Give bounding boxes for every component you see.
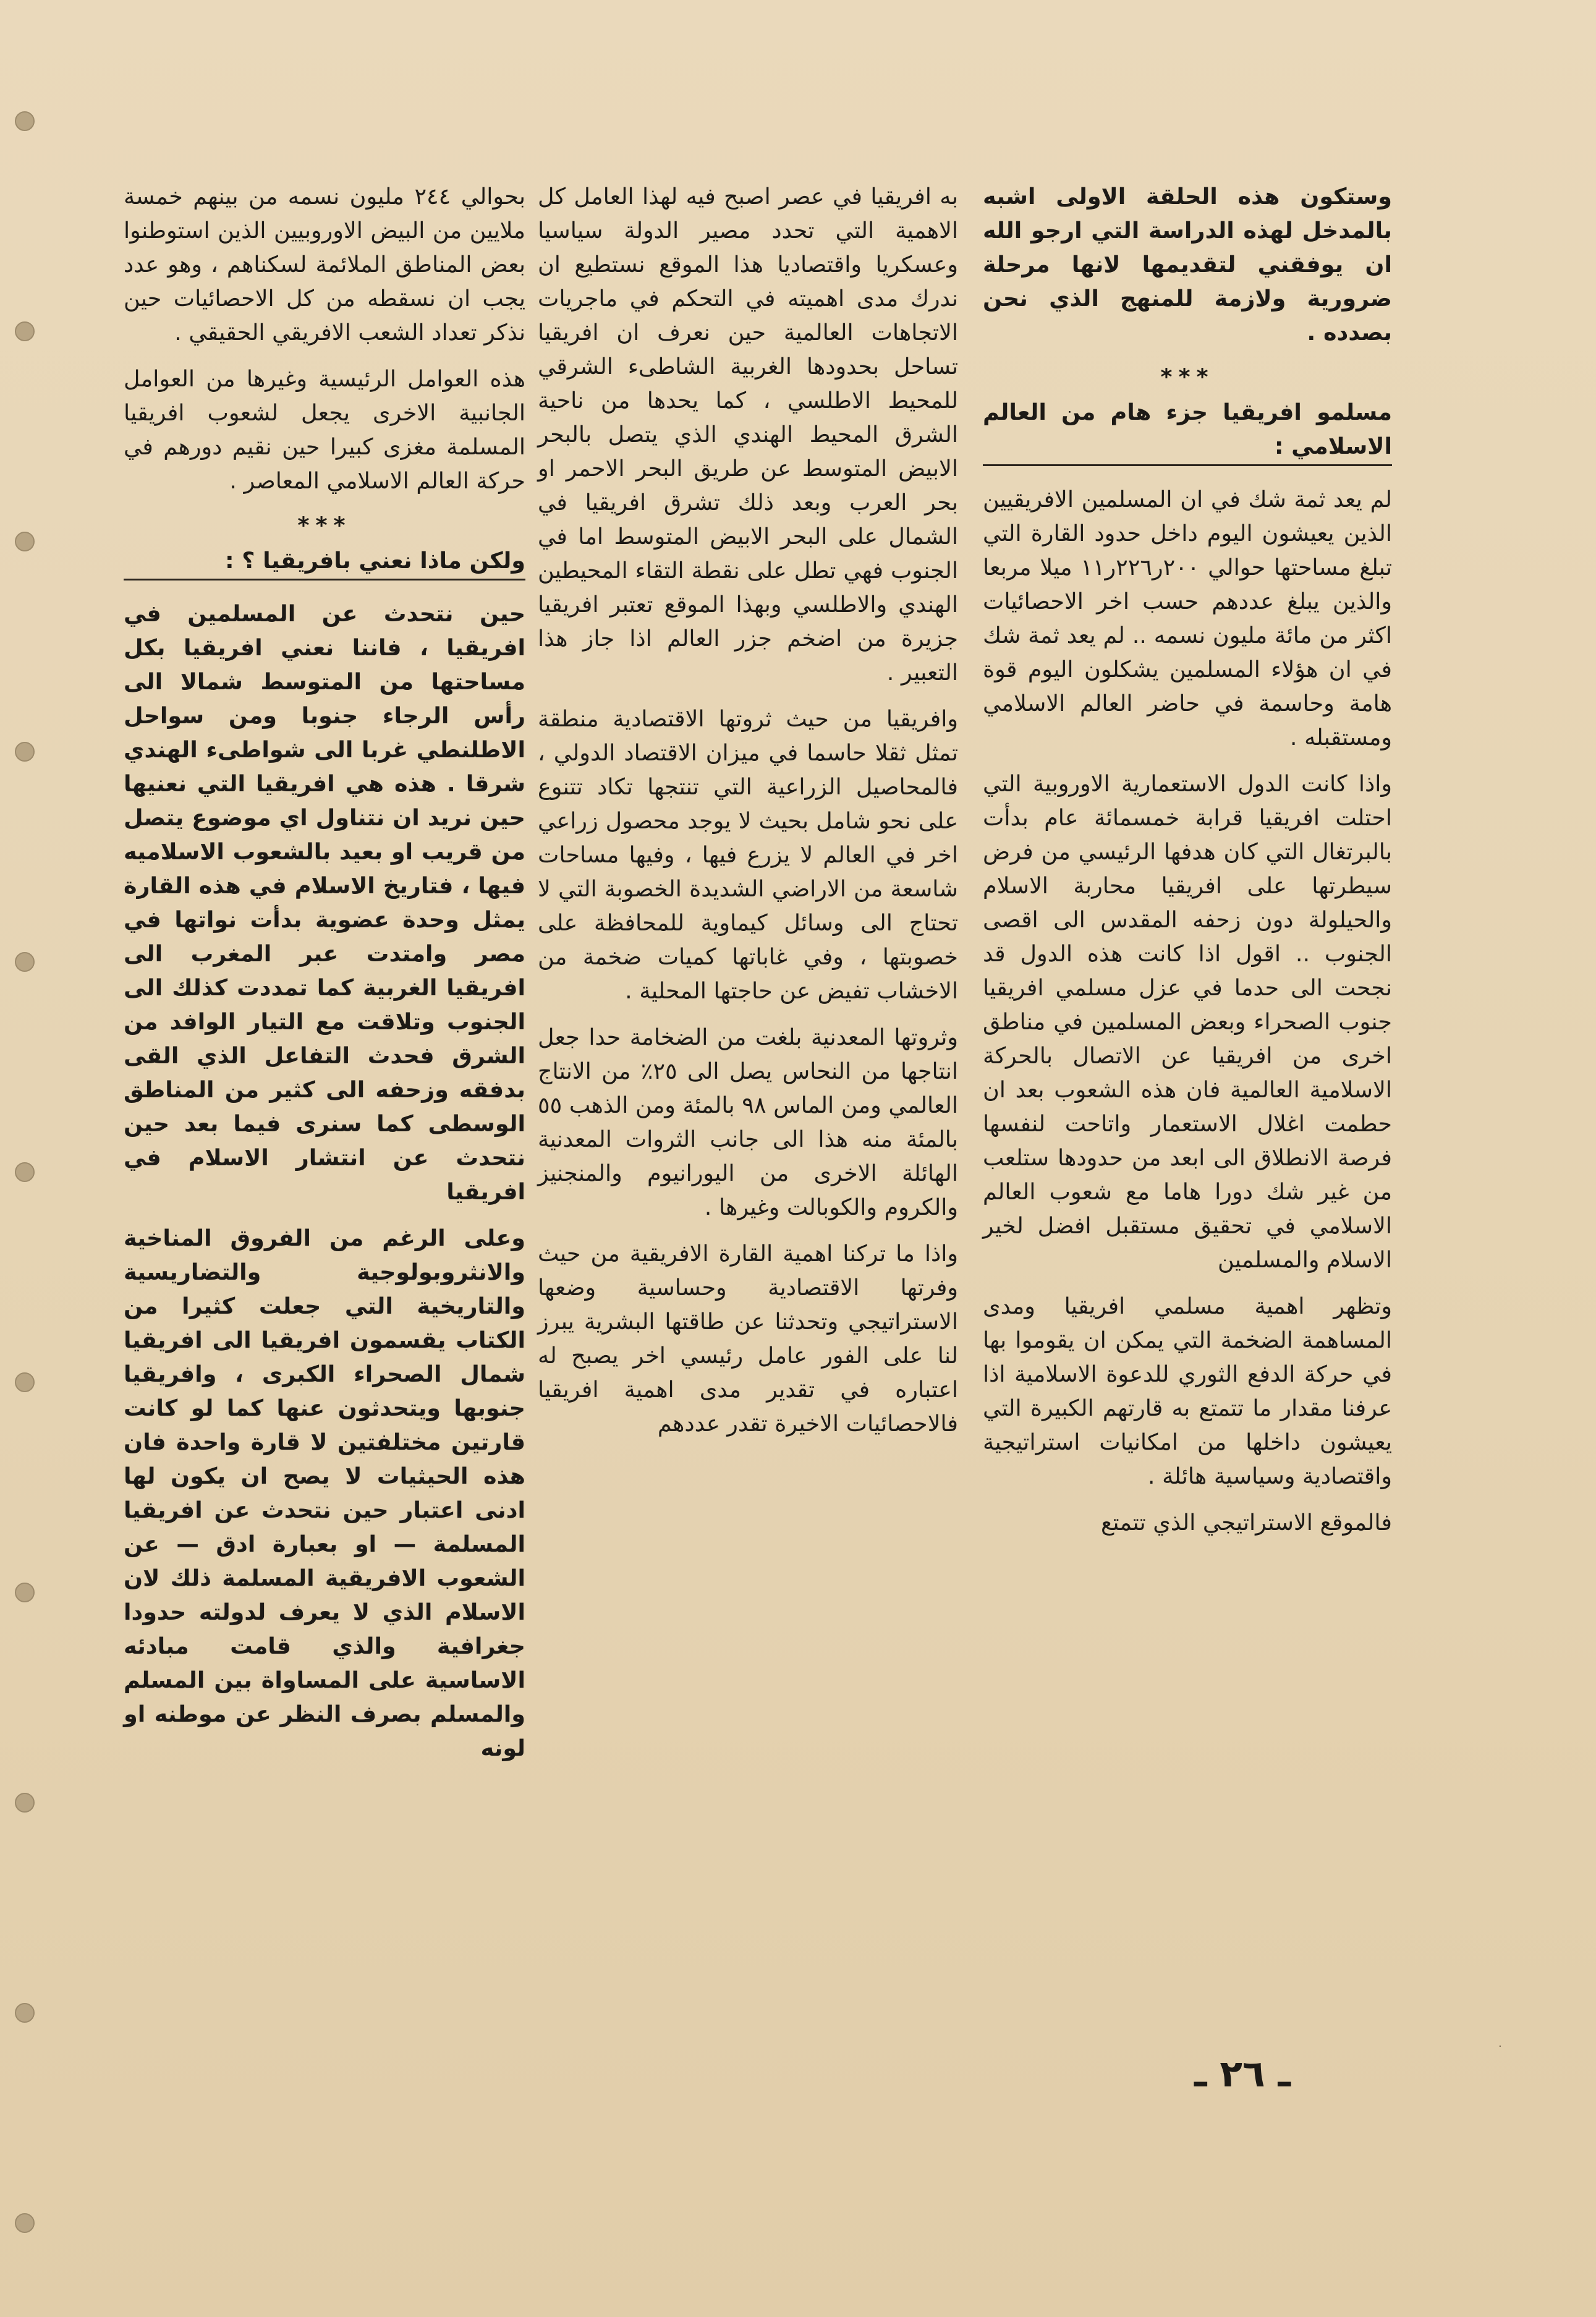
body-paragraph: لم يعد ثمة شك في ان المسلمين الافريقيين الذين يعيشون اليوم داخل حدود القارة التي تبلغ مساحتها حوالي ٢٠٠ر٢٢٦ر١١ ميلا مربعا والذين يبلغ عددهم حسب اخر الاحصائيات اكثر من مائة مليون نسمه .. لم يعد ثمة شك في ان هؤلاء المسلمين يشكلون اليوم قوة هامة وحاسمة في حاضر العالم الاسلامي ومستقبله . [983,486,1392,750]
body-paragraph: واذا ما تركنا اهمية القارة الافريقية من حيث وفرتها الاقتصادية وحساسية وضعها الاستراتيجي وتحدثنا عن طاقتها البشرية يبرز لنا على الفور عامل رئيسي اخر يصبح له اعتباره في تقدير مدى اهمية افريقيا فالاحصائيات الاخيرة تقدر عددهم [538,1240,958,1437]
section-heading: مسلمو افريقيا جزء هام من العالم الاسلامي : [983,399,1392,459]
heading-underline [124,579,525,580]
article-column-left [124,179,525,1777]
body-paragraph: وافريقيا من حيث ثروتها الاقتصادية منطقة تمثل ثقلا حاسما في ميزان الاقتصاد الدولي ، فالمحاصيل الزراعية التي تنتجها تكاد تتنوع على نحو شامل بحيث لا يوجد محصول زراعي اخر في العالم لا يزرع فيها ، وفيها مساحات شاسعة من الاراضي الشديدة الخصوبة التي لا تحتاج الى وسائل كيماوية للمحافظة على خصوبتها ، وفي غاباتها كميات ضخمة من الاخشاب تفيض عن حاجتها المحلية . [538,705,958,1004]
body-paragraph: وثروتها المعدنية بلغت من الضخامة حدا جعل انتاجها من النحاس يصل الى ٢٥٪ من الانتاج العالمي ومن الماس ٩٨ بالمئة ومن الذهب ٥٥ بالمئة منه هذا الى جانب الثروات المعدنية الهائلة الاخرى من اليورانيوم والمنجنيز والكروم والكوبالت وغيرها . [538,1024,958,1220]
section-separator: *** [1160,363,1215,390]
section-separator: *** [297,512,352,538]
body-paragraph: وتظهر اهمية مسلمي افريقيا ومدى المساهمة الضخمة التي يمكن ان يقوموا بها في حركة الدفع الثوري للدعوة الاسلامية اذا عرفنا مقدار ما تتمتع به قارتهم الكبيرة التي يعيشون داخلها من امكانيات استراتيجية واقتصادية وسياسية هائلة . [983,1293,1392,1489]
binding-holes [0,0,68,2317]
binding-hole [15,321,35,341]
binding-hole [15,1162,35,1182]
binding-hole [15,742,35,762]
body-paragraph: هذه العوامل الرئيسية وغيرها من العوامل الجانبية الاخرى يجعل لشعوب افريقيا المسلمة مغزى كبيرا حين نقيم دورهم في حركة العالم الاسلامي المعاصر . [124,365,525,494]
binding-hole [15,111,35,131]
edge-speck: · [1498,2040,1502,2053]
binding-hole [15,1372,35,1392]
article-column-right [983,179,1392,1552]
section-heading: ولكن ماذا نعني بافريقيا ؟ : [224,547,525,574]
binding-hole [15,2213,35,2233]
binding-hole [15,2003,35,2023]
body-paragraph: واذا كانت الدول الاستعمارية الاوروبية التي احتلت افريقيا قرابة خمسمائة عام بدأت بالبرتغال التي كان هدفها الرئيسي من فرض سيطرتها على افريقيا محاربة الاسلام والحيلولة دون زحفه المقدس الى اقصى الجنوب .. اقول اذا كانت هذه الدول قد نجحت الى حدما في عزل مسلمي افريقيا جنوب الصحراء وبعض المسلمين في مناطق اخرى من افريقيا عن الاتصال بالحركة الاسلامية العالمية فان هذه الشعوب بعد ان حطمت اغلال الاستعمار واتاحت لنفسها فرصة الانطلاق الى ابعد من حدودها ستلعب من غير شك دورا هاما مع شعوب العالم الاسلامي في تحقيق مستقبل افضل لخير الاسلام والمسلمين [983,770,1392,1273]
binding-hole [15,532,35,551]
binding-hole [15,1583,35,1602]
heading-underline [983,464,1392,466]
binding-hole [15,952,35,972]
body-paragraph: به افريقيا في عصر اصبح فيه لهذا العامل كل الاهمية التي تحدد مصير الدولة سياسيا وعسكريا واقتصاديا هذا الموقع نستطيع ان ندرك مدى اهميته في التحكم في ماجريات الاتجاهات العالمية حين نعرف ان افريقيا تساحل بحدودها الغربية الشاطىء الشرقي للمحيط الاطلسي ، كما يحدها من ناحية الشرق المحيط الهندي الذي يتصل بالبحر الابيض المتوسط عن طريق البحر الاحمر او بحر العرب وبعد ذلك تشرق افريقيا في الشمال على البحر الابيض المتوسط اما في الجنوب فهي تطل على نقطة التقاء المحيطين الهندي والاطلسي وبهذا الموقع تعتبر افريقيا جزيرة من اضخم جزر العالم اذا جاز هذا التعبير . [538,183,958,686]
bold-paragraph: حين نتحدث عن المسلمين في افريقيا ، فاننا نعني افريقيا بكل مساحتها من المتوسط شمالا الى رأس الرجاء جنوبا ومن سواحل الاطلنطي غربا الى شواطىء الهندي شرقا . هذه هي افريقيا التي نعنيها حين نريد ان نتناول اي موضوع يتصل من قريب او بعيد بالشعوب الاسلاميه فيها ، فتاريخ الاسلام في هذه القارة يمثل وحدة عضوية بدأت نواتها في مصر وامتدت عبر المغرب الى افريقيا الغربية كما تمددت كذلك الى الجنوب وتلاقت مع التيار الوافد من الشرق فحدث التفاعل الذي القى بدفقه وزحفه الى كثير من المناطق الوسطى كما سنرى فيما بعد حين نتحدث عن انتشار الاسلام في افريقيا [124,600,525,1205]
body-paragraph: بحوالي ٢٤٤ مليون نسمه من بينهم خمسة ملايين من البيض الاوروبيين الذين استوطنوا بعض المناطق الملائمة لسكناهم ، وهو عدد يجب ان نسقطه من كل الاحصائيات حين نذكر تعداد الشعب الافريقي الحقيقي . [124,183,525,346]
intro-paragraph: وستكون هذه الحلقة الاولى اشبه بالمدخل لهذه الدراسة التي ارجو الله ان يوفقني لتقديمها لانها مرحلة ضرورية ولازمة للمنهج الذي نحن بصدده . [983,183,1392,346]
page-number: ـ ٢٦ ـ [1194,2052,1291,2096]
bold-paragraph: وعلى الرغم من الفروق المناخية والانثروبولوجية والتضاريسية والتاريخية التي جعلت كثيرا من الكتاب يقسمون افريقيا الى افريقيا شمال الصحراء الكبرى ، وافريقيا جنوبها ويتحدثون عنها كما لو كانت قارتين مختلفتين لا قارة واحدة فان هذه الحيثيات لا يصح ان يكون لها ادنى اعتبار حين نتحدث عن افريقيا المسلمة — او بعبارة ادق — عن الشعوب الافريقية المسلمة ذلك لان الاسلام الذي لا يعرف لدولته حدودا جغرافية والذي قامت مبادئه الاساسية على المساواة بين المسلم والمسلم بصرف النظر عن موطنه او لونه [124,1225,525,1761]
body-paragraph: فالموقع الاستراتيجي الذي تتمتع [1100,1509,1392,1536]
binding-hole [15,1793,35,1813]
article-column-middle [538,179,958,1453]
